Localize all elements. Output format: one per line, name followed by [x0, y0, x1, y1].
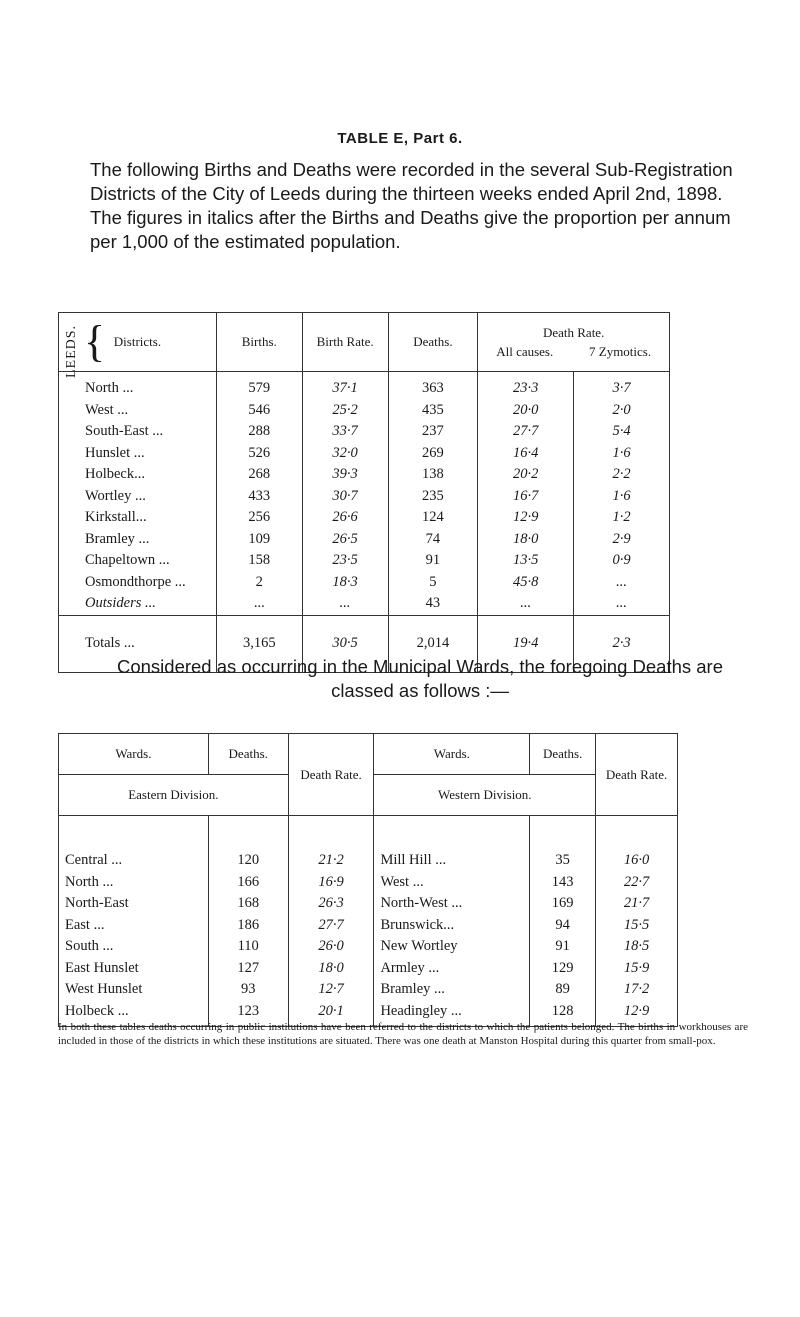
- cell-birth-rate: 32·0: [302, 443, 388, 465]
- totals-birth-rate: 30·5: [302, 615, 388, 672]
- cell-births: 256: [216, 507, 302, 529]
- cell-births: 288: [216, 421, 302, 443]
- table-row: [59, 979, 678, 1001]
- cell-district: Holbeck...: [59, 464, 217, 486]
- cell-birth-rate: 30·7: [302, 486, 388, 508]
- cell-deaths: 269: [388, 443, 478, 465]
- cell-deaths: 124: [388, 507, 478, 529]
- cell-all-causes: 18·0: [478, 529, 574, 551]
- cell-all-causes: 16·7: [478, 486, 574, 508]
- cell-w-ward: Headingley ...: [374, 1001, 530, 1027]
- header-births: Births.: [216, 313, 302, 372]
- cell-district: Chapeltown ...: [59, 550, 217, 572]
- footnote: In both these tables deaths occurring in public institutions have been referred to the districts to which the patients belonged. The births in workhouses are included in those of the districts in which these institutions are situated. There was one death at Manston Hospital during this quarter from small-pox.: [58, 1021, 748, 1047]
- cell-zymotics: 1·6: [574, 486, 670, 508]
- cell-deaths: 5: [388, 572, 478, 594]
- cell-birth-rate: 33·7: [302, 421, 388, 443]
- table-row: [59, 486, 670, 508]
- header-deaths: Deaths.: [388, 313, 478, 372]
- totals-deaths: 2,014: [388, 615, 478, 672]
- header-birth-rate: Birth Rate.: [302, 313, 388, 372]
- cell-birth-rate: 26·5: [302, 529, 388, 551]
- cell-e-ward: East ...: [59, 915, 209, 937]
- header-districts: Districts.: [59, 313, 217, 372]
- cell-birth-rate: ...: [302, 593, 388, 615]
- cell-w-rate: 15·5: [596, 915, 678, 937]
- cell-birth-rate: 25·2: [302, 400, 388, 422]
- cell-e-ward: North-East: [59, 893, 209, 915]
- cell-e-deaths: 127: [208, 958, 288, 980]
- cell-w-rate: 15·9: [596, 958, 678, 980]
- cell-births: 546: [216, 400, 302, 422]
- cell-w-rate: 18·5: [596, 936, 678, 958]
- cell-district: Bramley ...: [59, 529, 217, 551]
- cell-w-deaths: 89: [530, 979, 596, 1001]
- cell-e-deaths: 186: [208, 915, 288, 937]
- cell-district: Hunslet ...: [59, 443, 217, 465]
- header-zymotics: 7 Zymotics.: [589, 343, 652, 359]
- cell-e-rate: 26·3: [288, 893, 374, 915]
- cell-deaths: 74: [388, 529, 478, 551]
- header-w-death-rate: Death Rate.: [596, 734, 678, 816]
- cell-all-causes: 16·4: [478, 443, 574, 465]
- cell-births: 579: [216, 372, 302, 400]
- cell-e-rate: 16·9: [288, 872, 374, 894]
- cell-e-rate: 21·2: [288, 816, 374, 872]
- table-row: [59, 915, 678, 937]
- cell-district: South-East ...: [59, 421, 217, 443]
- table-row: [59, 958, 678, 980]
- cell-all-causes: 20·0: [478, 400, 574, 422]
- cell-e-rate: 18·0: [288, 958, 374, 980]
- table-row: [59, 816, 678, 872]
- cell-district: Outsiders ...: [59, 593, 217, 615]
- cell-all-causes: 27·7: [478, 421, 574, 443]
- cell-e-rate: 20·1: [288, 1001, 374, 1027]
- cell-all-causes: ...: [478, 593, 574, 615]
- header-e-deaths: Deaths.: [208, 734, 288, 775]
- cell-deaths: 237: [388, 421, 478, 443]
- cell-deaths: 43: [388, 593, 478, 615]
- cell-births: 158: [216, 550, 302, 572]
- cell-w-rate: 22·7: [596, 872, 678, 894]
- page-heading: TABLE E, Part 6.: [337, 130, 463, 147]
- cell-w-ward: Mill Hill ...: [374, 816, 530, 872]
- cell-birth-rate: 37·1: [302, 372, 388, 400]
- cell-w-rate: 21·7: [596, 893, 678, 915]
- cell-zymotics: ...: [574, 572, 670, 594]
- cell-w-deaths: 94: [530, 915, 596, 937]
- cell-births: 433: [216, 486, 302, 508]
- cell-births: 2: [216, 572, 302, 594]
- cell-deaths: 138: [388, 464, 478, 486]
- table-row: [59, 572, 670, 594]
- cell-w-deaths: 169: [530, 893, 596, 915]
- cell-deaths: 235: [388, 486, 478, 508]
- cell-e-ward: East Hunslet: [59, 958, 209, 980]
- cell-w-ward: North-West ...: [374, 893, 530, 915]
- totals-births: 3,165: [216, 615, 302, 672]
- cell-e-deaths: 110: [208, 936, 288, 958]
- table-row: [59, 443, 670, 465]
- header-e-death-rate: Death Rate.: [288, 734, 374, 816]
- cell-e-deaths: 168: [208, 893, 288, 915]
- cell-e-rate: 27·7: [288, 915, 374, 937]
- table-row: [59, 550, 670, 572]
- table-row: [59, 872, 678, 894]
- cell-w-deaths: 35: [530, 816, 596, 872]
- header-all-causes: All causes.: [496, 343, 554, 359]
- cell-w-deaths: 143: [530, 872, 596, 894]
- cell-zymotics: 1·2: [574, 507, 670, 529]
- cell-district: Kirkstall...: [59, 507, 217, 529]
- cell-all-causes: 45·8: [478, 572, 574, 594]
- header-eastern-division: Eastern Division.: [59, 775, 289, 816]
- cell-all-causes: 23·3: [478, 372, 574, 400]
- cell-w-ward: Brunswick...: [374, 915, 530, 937]
- cell-w-rate: 16·0: [596, 816, 678, 872]
- cell-all-causes: 13·5: [478, 550, 574, 572]
- totals-all-causes: 19·4: [478, 615, 574, 672]
- leeds-label: LEEDS.: [64, 324, 79, 378]
- cell-district: Wortley ...: [59, 486, 217, 508]
- table-row: [59, 936, 678, 958]
- cell-e-ward: Central ...: [59, 816, 209, 872]
- cell-w-deaths: 129: [530, 958, 596, 980]
- cell-w-rate: 12·9: [596, 1001, 678, 1027]
- cell-w-ward: New Wortley: [374, 936, 530, 958]
- cell-deaths: 91: [388, 550, 478, 572]
- table-row: [59, 893, 678, 915]
- cell-zymotics: 1·6: [574, 443, 670, 465]
- cell-births: ...: [216, 593, 302, 615]
- births-deaths-table: [58, 312, 670, 673]
- cell-e-deaths: 166: [208, 872, 288, 894]
- cell-e-ward: North ...: [59, 872, 209, 894]
- header-western-division: Western Division.: [374, 775, 596, 816]
- header-w-deaths: Deaths.: [530, 734, 596, 775]
- cell-deaths: 435: [388, 400, 478, 422]
- cell-w-deaths: 91: [530, 936, 596, 958]
- cell-e-deaths: 93: [208, 979, 288, 1001]
- cell-birth-rate: 23·5: [302, 550, 388, 572]
- cell-w-ward: Armley ...: [374, 958, 530, 980]
- cell-zymotics: ...: [574, 593, 670, 615]
- cell-zymotics: 5·4: [574, 421, 670, 443]
- cell-e-rate: 12·7: [288, 979, 374, 1001]
- table-row: [59, 464, 670, 486]
- cell-all-causes: 12·9: [478, 507, 574, 529]
- totals-zymotics: 2·3: [574, 615, 670, 672]
- cell-births: 526: [216, 443, 302, 465]
- intro-paragraph: The following Births and Deaths were recorded in the several Sub-Registration Districts of the City of Leeds during the thirteen weeks ended April 2nd, 1898. The figures in italics after the Births and Deaths give the proportion per annum per 1,000 of the estimated population.: [90, 159, 733, 252]
- cell-district: West ...: [59, 400, 217, 422]
- table-row: [59, 400, 670, 422]
- cell-zymotics: 2·9: [574, 529, 670, 551]
- cell-district: North ...: [59, 372, 217, 400]
- cell-births: 109: [216, 529, 302, 551]
- table-row: [59, 507, 670, 529]
- cell-e-rate: 26·0: [288, 936, 374, 958]
- cell-zymotics: 2·0: [574, 400, 670, 422]
- cell-e-deaths: 123: [208, 1001, 288, 1027]
- totals-label: Totals ...: [59, 615, 217, 672]
- cell-zymotics: 0·9: [574, 550, 670, 572]
- header-e-wards: Wards.: [59, 734, 209, 775]
- header-death-rate-title: Death Rate.: [542, 324, 605, 340]
- cell-zymotics: 2·2: [574, 464, 670, 486]
- cell-e-ward: West Hunslet: [59, 979, 209, 1001]
- cell-e-ward: Holbeck ...: [59, 1001, 209, 1027]
- table-row: [59, 372, 670, 400]
- table-row: [59, 529, 670, 551]
- cell-w-ward: Bramley ...: [374, 979, 530, 1001]
- cell-e-deaths: 120: [208, 816, 288, 872]
- wards-table: [58, 733, 678, 1027]
- table-row: [59, 421, 670, 443]
- header-w-wards: Wards.: [374, 734, 530, 775]
- leeds-brace-icon: {: [84, 317, 106, 366]
- cell-w-deaths: 128: [530, 1001, 596, 1027]
- cell-deaths: 363: [388, 372, 478, 400]
- header-death-rate: [478, 313, 670, 372]
- wards-intro: Considered as occurring in the Municipal Wards, the foregoing Deaths are classed as follows :—: [116, 656, 724, 701]
- table-row: [59, 593, 670, 615]
- cell-births: 268: [216, 464, 302, 486]
- cell-birth-rate: 26·6: [302, 507, 388, 529]
- cell-district: Osmondthorpe ...: [59, 572, 217, 594]
- cell-w-rate: 17·2: [596, 979, 678, 1001]
- cell-zymotics: 3·7: [574, 372, 670, 400]
- cell-w-ward: West ...: [374, 872, 530, 894]
- cell-birth-rate: 39·3: [302, 464, 388, 486]
- cell-e-ward: South ...: [59, 936, 209, 958]
- cell-all-causes: 20·2: [478, 464, 574, 486]
- cell-birth-rate: 18·3: [302, 572, 388, 594]
